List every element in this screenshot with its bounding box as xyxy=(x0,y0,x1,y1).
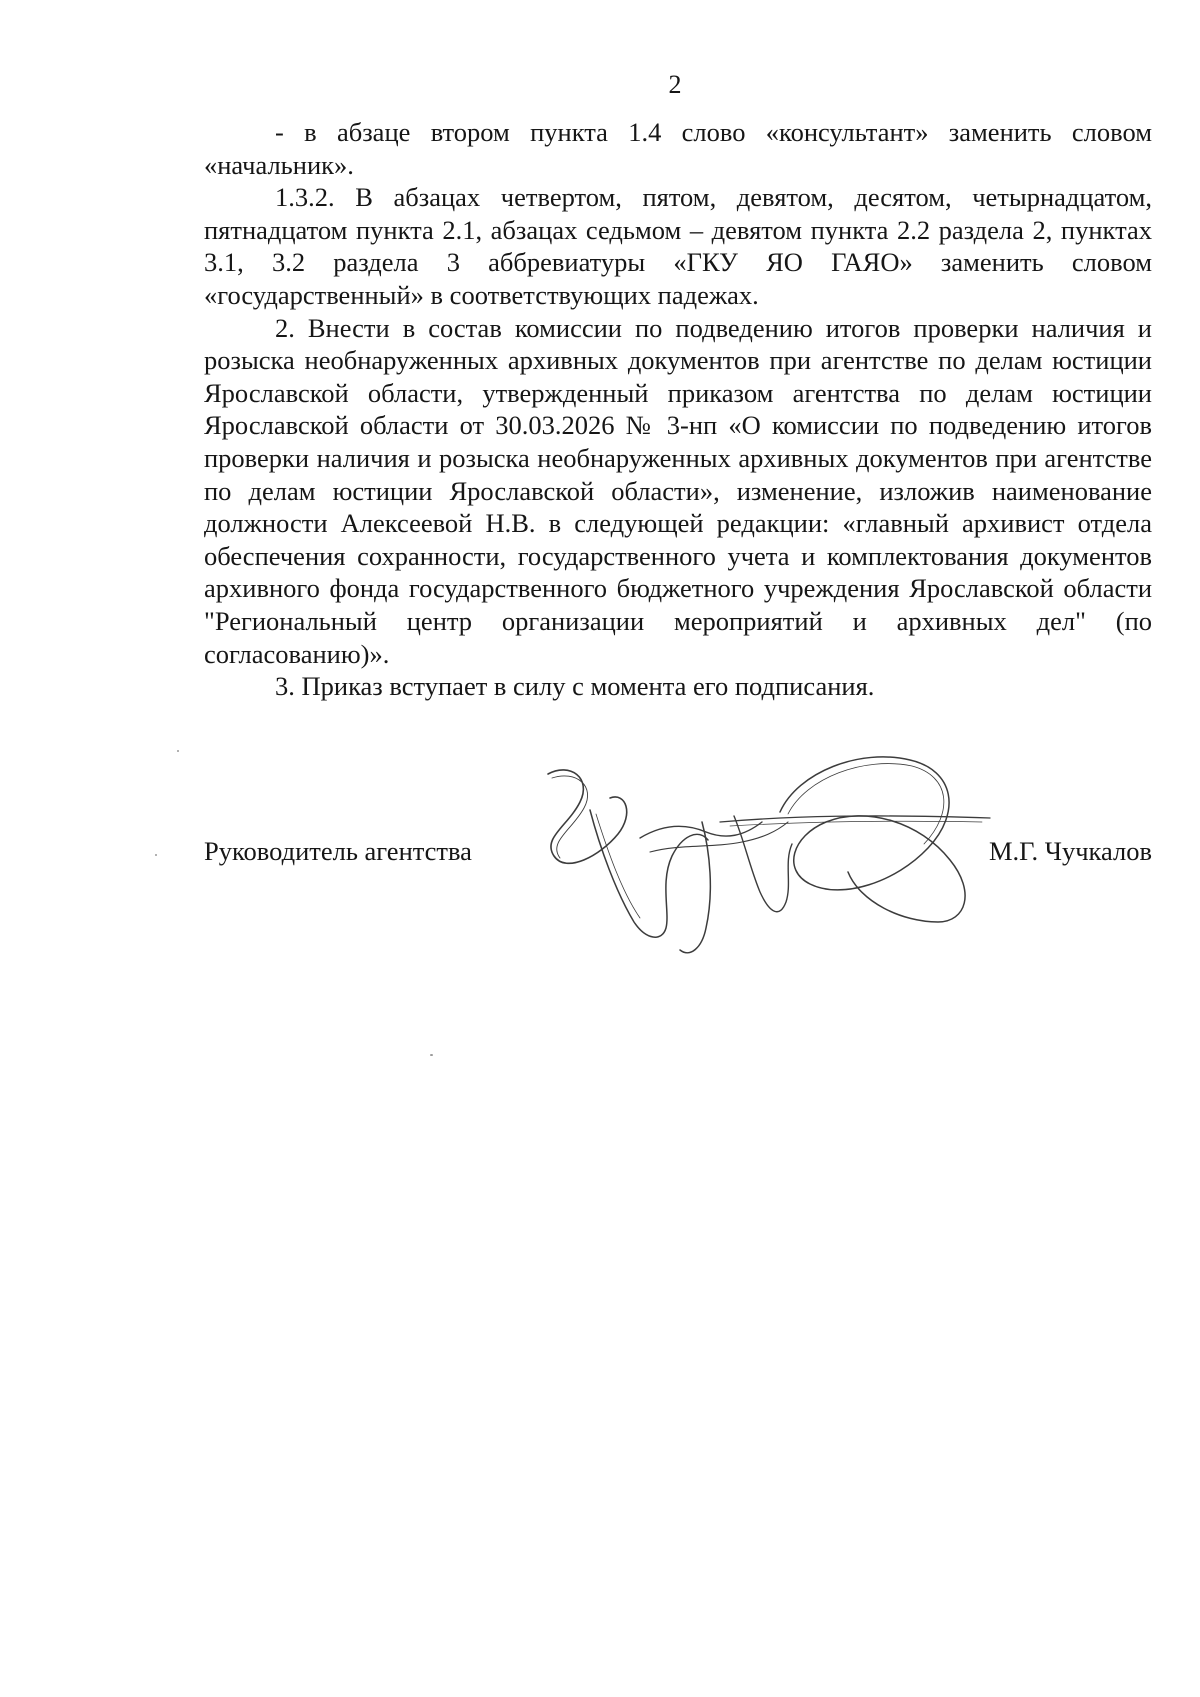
paragraph-amendment-1-4: - в абзаце втором пункта 1.4 слово «консультант» заменить словом «начальник». xyxy=(204,117,1152,180)
signer-position: Руководитель агентства xyxy=(204,836,472,866)
scan-speck xyxy=(430,1054,433,1056)
scan-speck xyxy=(177,750,179,752)
paragraph-3-effective: 3. Приказ вступает в силу с момента его подписания. xyxy=(275,671,875,702)
signer-name: М.Г. Чучкалов xyxy=(988,836,1152,866)
paragraph-1-3-2: 1.3.2. В абзацах четвертом, пятом, девятом, десятом, четырнадцатом, пятнадцатом пункта 2.1, абзацах седьмом – девятом пункта 2.2 раздела 2, пунктах 3.1, 3.2 раздела 3 аббревиатуры «ГКУ ЯО ГАЯО» заменить словом «государственный» в соответствующих падежах. xyxy=(204,182,1152,310)
handwritten-signature xyxy=(530,752,1000,972)
document-body xyxy=(204,116,1152,703)
scan-speck xyxy=(155,854,157,856)
page-number: 2 xyxy=(668,70,682,99)
paragraph-2-commission: 2. Внести в состав комиссии по подведению итогов проверки наличия и розыска необнаруженных архивных документов при агентстве по делам юстиции Ярославской области, утвержденный приказом агентства по делам юстиции Ярославской области от 30.03.2026 № 3-нп «О комиссии по подведению итогов проверки наличия и розыска необнаруженных архивных документов при агентстве по делам юстиции Ярославской области», изменение, изложив наименование должности Алексеевой Н.В. в следующей редакции: «главный архивист отдела обеспечения сохранности, государственного учета и комплектования документов архивного фонда государственного бюджетного учреждения Ярославской области "Региональный центр организации мероприятий и архивных дел" (по согласованию)». xyxy=(204,312,1152,669)
